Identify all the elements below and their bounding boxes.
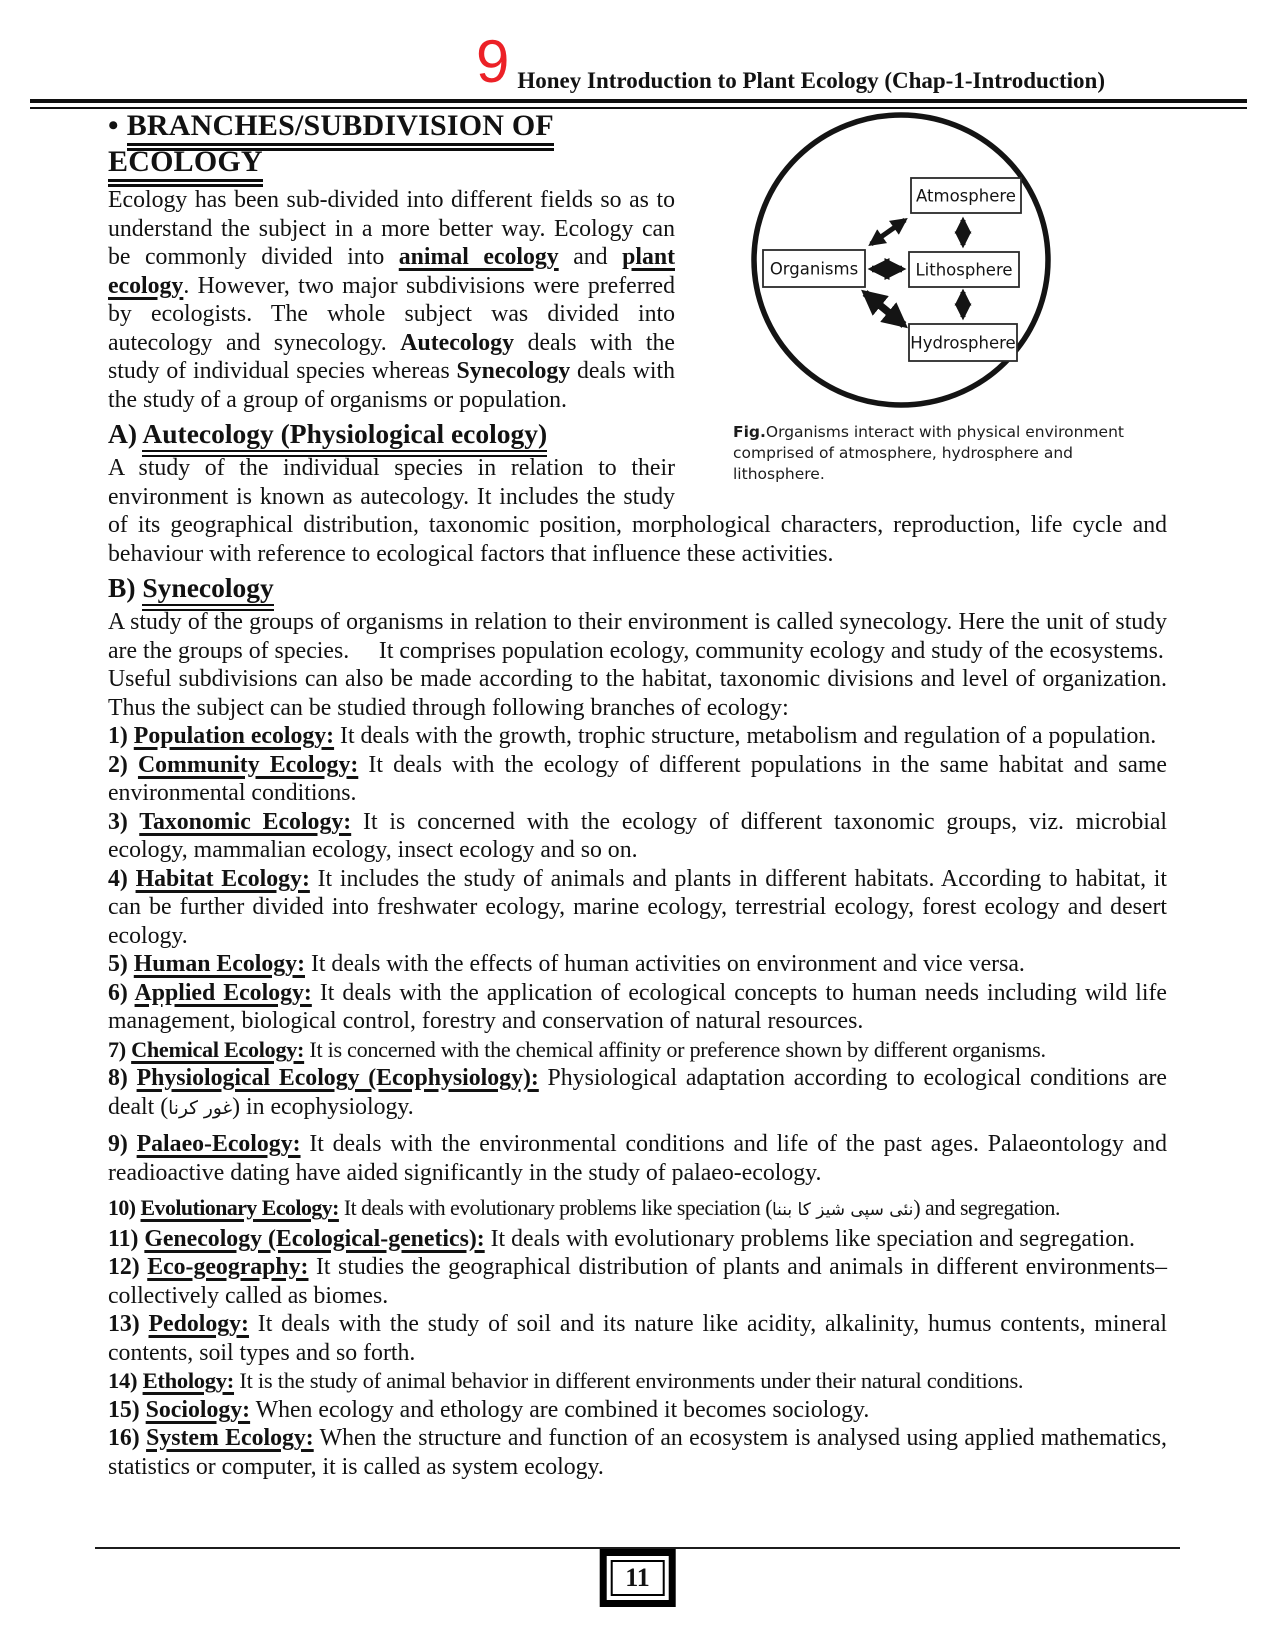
ecology-branch-item: 1) Population ecology: It deals with the growth, trophic structure, metabolism and regulation of a population.	[108, 723, 1157, 749]
ecology-branch-item: 10) Evolutionary Ecology: It deals with evolutionary problems like speciation (نئی سپی شیز کا بننا) and segregation.	[108, 1196, 1060, 1220]
arrow-organisms-atmosphere	[871, 220, 905, 244]
ecology-branch-item: 6) Applied Ecology: It deals with the application of ecological concepts to human needs including wild life management, biological control, forestry and conservation of natural resources.	[108, 979, 1167, 1034]
item-term: Human Ecology:	[133, 951, 305, 977]
ecology-branch-item: 8) Physiological Ecology (Ecophysiology): Physiological adaptation according to ecological conditions are dealt (غور کرنا) in ecophysiology.	[108, 1065, 1167, 1120]
subdivisions-paragraph: Useful subdivisions can also be made according to the habitat, taxonomic divisions and level of organization. Thus the subject can be studied through following branches of ecology:	[108, 666, 1167, 721]
item-term: Eco-geography:	[147, 1254, 309, 1280]
item-term: Palaeo-Ecology:	[136, 1131, 301, 1157]
item-term: Ethology:	[142, 1368, 235, 1393]
item-term: Taxonomic Ecology:	[139, 808, 352, 835]
intro-paragraph: Ecology has been sub-divided into different fields so as to understand the subject in a more better way. Ecology can be commonly divided into animal ecology and plant ecology. However, two major subdivisions were preferred by ecologists. The whole subject was divided into autecology and synecology. Autecology deals with the study of individual species whereas Synecology deals with the study of a group of organisms or population.	[108, 187, 675, 413]
item-number: 1)	[108, 723, 134, 749]
subsection-a-label: A)	[108, 418, 138, 449]
subsection-a-title: Autecology (Physiological ecology)	[142, 418, 547, 457]
ecology-branch-item: 5) Human Ecology: It deals with the effects of human activities on environment and vice versa.	[108, 951, 1025, 977]
item-number: 11)	[108, 1225, 145, 1252]
figure-environment-diagram	[689, 108, 1167, 485]
item-number: 2)	[108, 751, 138, 778]
subsection-heading-synecology	[108, 571, 1167, 605]
ecology-branch-item: 9) Palaeo-Ecology: It deals with the environmental conditions and life of the past ages. Palaeontology and readioactive dating have aided significantly in the study of palaeo-ecology.	[108, 1131, 1168, 1186]
figure-caption-text: Organisms interact with physical environment comprised of atmosphere, hydrosphere and lithosphere.	[733, 423, 1124, 483]
figure-caption-label: Fig.	[733, 423, 766, 441]
synecology-paragraph: A study of the groups of organisms in relation to their environment is called synecology. Here the unit of study are the groups of species. It comprises population ecology, community ecology and study of the ecosystems.	[108, 609, 1167, 664]
item-term: Genecology (Ecological-genetics):	[144, 1225, 485, 1252]
node-atmosphere-label: Atmosphere	[916, 186, 1016, 206]
item-number: 6)	[108, 979, 135, 1006]
item-number: 8)	[108, 1065, 137, 1091]
page-number-box	[599, 1549, 676, 1607]
ecology-branch-item: 11) Genecology (Ecological-genetics): It deals with evolutionary problems like speciation and segregation.	[108, 1225, 1135, 1252]
ecology-branch-item: 16) System Ecology: When the structure and function of an ecosystem is analysed using applied mathematics, statistics or computer, it is called as system ecology.	[108, 1425, 1168, 1480]
ecology-branch-item: 2) Community Ecology: It deals with the ecology of different populations in the same habitat and same environmental conditions.	[108, 751, 1167, 806]
item-number: 14)	[108, 1368, 143, 1393]
node-lithosphere-label: Lithosphere	[915, 260, 1013, 280]
figure-caption	[733, 422, 1157, 485]
subsection-b-title: Synecology	[142, 572, 273, 611]
autecology-paragraph: A study of the individual species in relation to their environment is known as autecology. It includes the study of its geographical distribution, taxonomic position, morphological characters, reproduction, life cycle and behaviour with reference to ecological factors that influence these activities.	[108, 455, 1167, 567]
item-term: Habitat Ecology:	[135, 865, 310, 892]
item-term: Pedology:	[148, 1311, 249, 1337]
organisms-environment-diagram	[689, 108, 1167, 418]
item-term: Evolutionary Ecology:	[140, 1196, 339, 1220]
arrow-organisms-hydrosphere	[865, 293, 904, 325]
page-content	[108, 108, 1167, 1481]
heading-bullet: •	[108, 109, 119, 142]
node-lithosphere	[909, 252, 1019, 287]
node-atmosphere	[911, 178, 1021, 213]
running-header-title: Honey Introduction to Plant Ecology (Chap-1-Introduction)	[517, 68, 1105, 93]
item-term: Community Ecology:	[137, 751, 359, 778]
branch-list	[108, 722, 1167, 1481]
node-organisms-label: Organisms	[769, 259, 859, 279]
chapter-corner-number: 9	[476, 28, 510, 95]
item-term: Physiological Ecology (Ecophysiology):	[136, 1065, 539, 1091]
ecology-branch-item: 15) Sociology: When ecology and ethology are combined it becomes sociology.	[108, 1396, 870, 1423]
item-number: 15)	[108, 1396, 146, 1423]
ecology-branch-item: 13) Pedology: It deals with the study of soil and its nature like acidity, alkalinity, humus contents, mineral contents, soil types and so forth.	[108, 1311, 1167, 1366]
subsection-b-label: B)	[108, 572, 136, 603]
item-term: Chemical Ecology:	[131, 1036, 305, 1062]
item-term: Sociology:	[145, 1396, 251, 1423]
item-number: 16)	[108, 1425, 147, 1451]
item-number: 7)	[108, 1036, 132, 1062]
ecology-branch-item: 3) Taxonomic Ecology: It is concerned with the ecology of different taxonomic groups, viz. microbial ecology, mammalian ecology, insect ecology and so on.	[108, 808, 1167, 863]
ecology-branch-item: 12) Eco-geography: It studies the geographical distribution of plants and animals in different environments–collectively called as biomes.	[108, 1254, 1168, 1309]
node-organisms	[763, 250, 865, 287]
ecology-branch-item: 14) Ethology: It is the study of animal behavior in different environments under their natural conditions.	[108, 1368, 1024, 1393]
item-number: 4)	[108, 865, 136, 892]
item-term: Applied Ecology:	[134, 979, 312, 1006]
item-number: 13)	[108, 1311, 149, 1337]
item-term: System Ecology:	[146, 1425, 314, 1451]
ecology-branch-item: 4) Habitat Ecology: It includes the study of animals and plants in different habitats. According to habitat, it can be further divided into freshwater ecology, marine ecology, terrestrial ecology, forest ecology and desert ecology.	[108, 865, 1167, 949]
item-term: Population ecology:	[133, 723, 335, 749]
node-hydrosphere-label: Hydrosphere	[910, 333, 1016, 353]
item-number: 3)	[108, 808, 140, 835]
heading-text: BRANCHES/SUBDIVISION OF ECOLOGY	[108, 109, 554, 187]
item-number: 10)	[108, 1196, 141, 1220]
node-hydrosphere	[909, 324, 1017, 361]
ecology-branch-item: 7) Chemical Ecology: It is concerned with the chemical affinity or preference shown by different organisms.	[108, 1036, 1046, 1062]
item-number: 5)	[108, 951, 134, 977]
page-number: 11	[610, 1560, 665, 1596]
item-number: 9)	[108, 1131, 137, 1157]
item-number: 12)	[108, 1254, 148, 1280]
page-header	[0, 0, 1275, 100]
